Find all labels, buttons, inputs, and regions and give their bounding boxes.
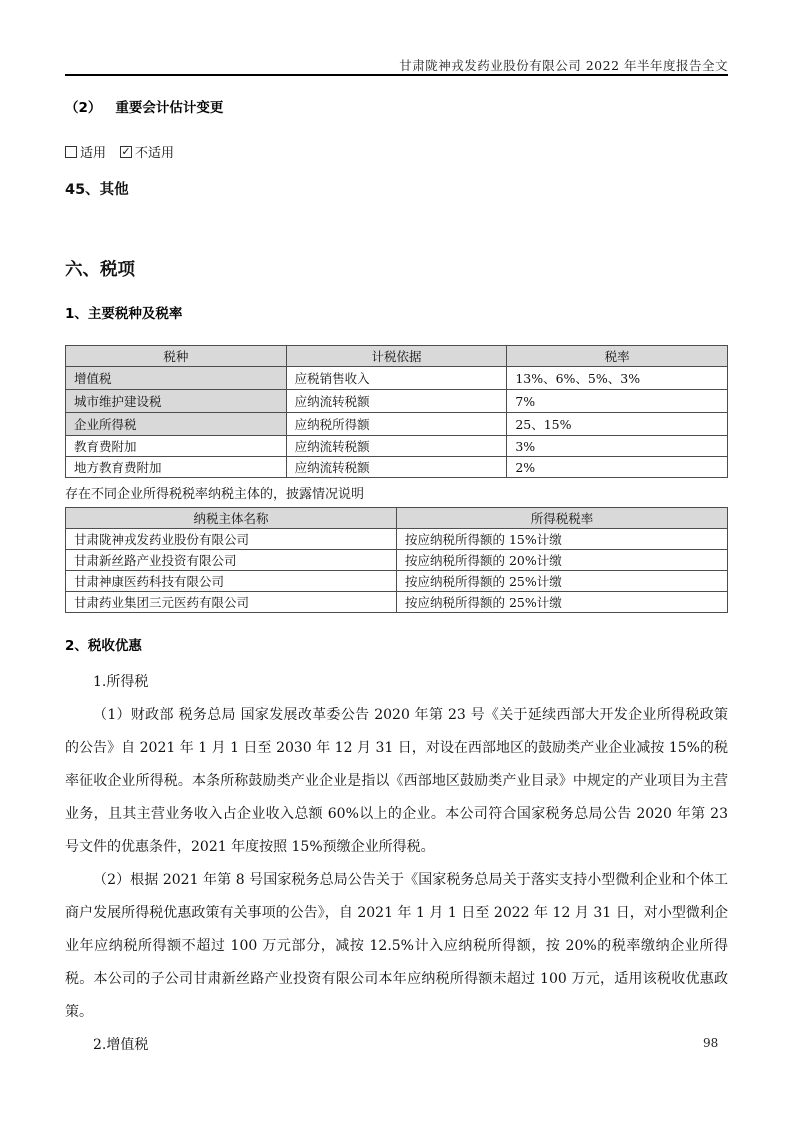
- tax-chapter-heading: 六、税项: [65, 260, 135, 280]
- col-header-entity-name: 纳税主体名称: [66, 508, 397, 529]
- applicable-label: 适用: [80, 146, 107, 161]
- cell-tax-type: 增值税: [66, 367, 287, 390]
- cell-tax-rate: 25、15%: [507, 413, 728, 436]
- checkbox-checked-icon: ✓: [121, 145, 131, 158]
- cell-income-tax-rate: 按应纳税所得额的 25%计缴: [397, 592, 728, 613]
- cell-entity-name: 甘肃药业集团三元医药有限公司: [66, 592, 397, 613]
- income-tax-paragraph-1: （1）财政部 税务总局 国家发展改革委公告 2020 年第 23 号《关于延续西部大开发企业所得税政策的公告》自 2021 年 1 月 1 日至 2030 年 12 月 31 日，对设在西部地区的鼓励类产业企业减按 15%的税率征收企业所得税。本条所称鼓励类产业企业是指以《西部地区鼓励类产业目录》中规定的产业项目为主营业务，且其主营业务收入占企业收入总额 60%以上的企业。本公司符合国家税务总局公告 2020 年第 23 号文件的优惠条件，2021 年度按照 15%预缴企业所得税。: [65, 707, 728, 855]
- cell-tax-basis: 应纳流转税额: [286, 457, 507, 478]
- major-taxes-heading: 1、主要税种及税率: [65, 306, 183, 322]
- not-applicable-label: 不适用: [135, 146, 175, 161]
- table-row: [66, 529, 728, 550]
- table-header-row: [66, 346, 728, 367]
- heading-title: 重要会计估计变更: [115, 100, 224, 116]
- col-header-tax-basis: 计税依据: [286, 346, 507, 367]
- running-header: 甘肃陇神戎发药业股份有限公司 2022 年半年度报告全文: [399, 58, 728, 73]
- cell-tax-type: 城市维护建设税: [66, 390, 287, 413]
- income-tax-paragraph-2: （2）根据 2021 年第 8 号国家税务总局公告关于《国家税务总局关于落实支持小型微利企业和个体工商户发展所得税优惠政策有关事项的公告》，自 2021 年 1 月 1 日至 2022 年 12 月 31 日，对小型微利企业年应纳税所得额不超过 100 万元部分，减按 12.5%计入应纳税所得额，按 20%的税率缴纳企业所得税。本公司的子公司甘肃新丝路产业投资有限公司本年应纳税所得额未超过 100 万元，适用该税收优惠政策。: [65, 872, 728, 1020]
- applicability-row: [65, 142, 728, 161]
- col-header-tax-type: 税种: [66, 346, 287, 367]
- table-row: [66, 390, 728, 413]
- cell-income-tax-rate: 按应纳税所得额的 20%计缴: [397, 550, 728, 571]
- cell-tax-basis: 应纳税所得额: [286, 413, 507, 436]
- cell-tax-rate: 2%: [507, 457, 728, 478]
- table-row: [66, 457, 728, 478]
- cell-income-tax-rate: 按应纳税所得额的 15%计缴: [397, 529, 728, 550]
- page-content: [65, 88, 728, 1062]
- header-rule: [65, 74, 728, 76]
- cell-tax-rate: 7%: [507, 390, 728, 413]
- table-row: [66, 413, 728, 436]
- cell-entity-name: 甘肃新丝路产业投资有限公司: [66, 550, 397, 571]
- cell-tax-basis: 应纳流转税额: [286, 436, 507, 457]
- cell-tax-rate: 13%、6%、5%、3%: [507, 367, 728, 390]
- heading-number: （2）: [65, 100, 102, 116]
- table-row: [66, 367, 728, 390]
- page-number: 98: [703, 1036, 719, 1050]
- cell-tax-basis: 应纳流转税额: [286, 390, 507, 413]
- tax-incentives-heading: 2、税收优惠: [65, 638, 142, 654]
- major-taxes-table: [65, 345, 728, 478]
- accounting-estimate-heading: [65, 96, 728, 116]
- cell-tax-basis: 应税销售收入: [286, 367, 507, 390]
- table-header-row: [66, 508, 728, 529]
- col-header-tax-rate: 税率: [507, 346, 728, 367]
- disclosure-note: 存在不同企业所得税税率纳税主体的，披露情况说明: [65, 487, 365, 502]
- vat-label: 2.增值税: [93, 1037, 149, 1053]
- cell-income-tax-rate: 按应纳税所得额的 25%计缴: [397, 571, 728, 592]
- applicable-option: [65, 142, 106, 161]
- cell-tax-rate: 3%: [507, 436, 728, 457]
- cell-tax-type: 地方教育费附加: [66, 457, 287, 478]
- cell-tax-type: 教育费附加: [66, 436, 287, 457]
- col-header-income-tax-rate: 所得税税率: [397, 508, 728, 529]
- cell-entity-name: 甘肃陇神戎发药业股份有限公司: [66, 529, 397, 550]
- checkbox-empty-icon: [65, 146, 77, 158]
- not-applicable-option: [120, 142, 174, 161]
- table-row: [66, 550, 728, 571]
- cell-tax-type: 企业所得税: [66, 413, 287, 436]
- other-heading: 45、其他: [65, 182, 129, 198]
- table-row: [66, 571, 728, 592]
- taxpayer-entities-table: [65, 507, 728, 613]
- tax-incentives-body: [65, 666, 728, 1062]
- table-row: [66, 436, 728, 457]
- table-row: [66, 592, 728, 613]
- cell-entity-name: 甘肃神康医药科技有限公司: [66, 571, 397, 592]
- income-tax-label: 1.所得税: [93, 674, 149, 690]
